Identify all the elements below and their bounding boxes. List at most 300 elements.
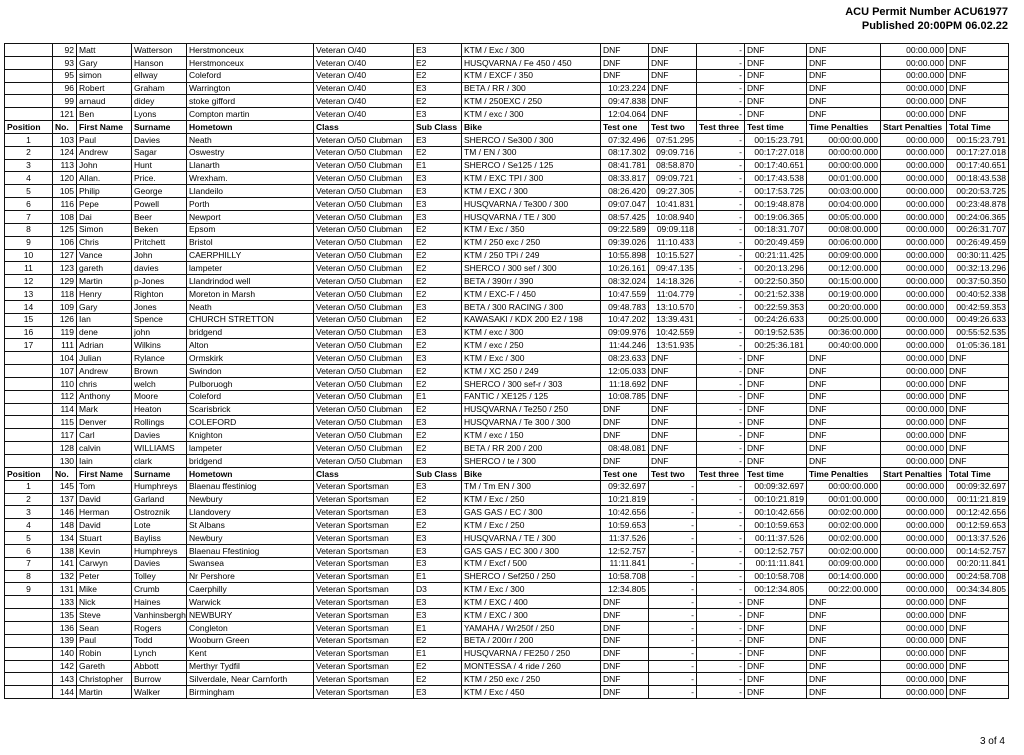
cell-position: 1 — [5, 133, 53, 146]
cell-no: 136 — [53, 621, 77, 634]
cell-first-name: Iain — [77, 455, 132, 468]
cell-time-penalties: DNF — [807, 660, 881, 673]
cell-no: 143 — [53, 673, 77, 686]
cell-test-one: 10:59.653 — [601, 519, 649, 532]
cell-time-penalties: 00:22:00.000 — [807, 583, 881, 596]
cell-test-time: 00:21:52.338 — [745, 288, 807, 301]
cell-total-time: 00:24:06.365 — [947, 210, 1009, 223]
cell-start-penalties: 00:00.000 — [881, 609, 947, 622]
cell-no: 114 — [53, 403, 77, 416]
cell-total-time: DNF — [947, 609, 1009, 622]
cell-test-two: - — [649, 660, 697, 673]
cell-test-time: DNF — [745, 82, 807, 95]
cell-test-one: 09:47.838 — [601, 95, 649, 108]
cell-bike: FANTIC / XE125 / 125 — [462, 390, 601, 403]
cell-class: Veteran Sportsman — [314, 557, 414, 570]
cell-test-three: - — [697, 480, 745, 493]
cell-position — [5, 69, 53, 82]
cell-class: Veteran Sportsman — [314, 519, 414, 532]
cell-no: 110 — [53, 377, 77, 390]
cell-test-three: - — [697, 429, 745, 442]
cell-class: Veteran O/40 — [314, 44, 414, 57]
doc-header — [845, 5, 1008, 33]
cell-first-name: Gary — [77, 300, 132, 313]
cell-start-penalties: 00:00.000 — [881, 249, 947, 262]
cell-hometown: Warrington — [187, 82, 314, 95]
cell-hometown: Scarisbrick — [187, 403, 314, 416]
cell-start-penalties: 00:00.000 — [881, 210, 947, 223]
cell-first-name: Julian — [77, 352, 132, 365]
cell-total-time: DNF — [947, 455, 1009, 468]
cell-class: Veteran Sportsman — [314, 506, 414, 519]
column-header-first-name: First Name — [77, 467, 132, 480]
cell-surname: Spence — [132, 313, 187, 326]
column-header-test-two: Test two — [649, 467, 697, 480]
cell-start-penalties: 00:00.000 — [881, 570, 947, 583]
cell-test-two: DNF — [649, 403, 697, 416]
cell-test-three: - — [697, 352, 745, 365]
cell-position — [5, 108, 53, 121]
cell-bike: BETA / RR 200 / 200 — [462, 442, 601, 455]
cell-total-time: DNF — [947, 660, 1009, 673]
cell-test-two: DNF — [649, 442, 697, 455]
cell-surname: Haines — [132, 596, 187, 609]
cell-total-time: 00:15:23.791 — [947, 133, 1009, 146]
cell-no: 104 — [53, 352, 77, 365]
cell-class: Veteran O/40 — [314, 56, 414, 69]
cell-test-three: - — [697, 493, 745, 506]
cell-test-two: - — [649, 532, 697, 545]
table-row — [5, 403, 1009, 416]
cell-class: Veteran Sportsman — [314, 660, 414, 673]
cell-time-penalties: 00:03:00.000 — [807, 185, 881, 198]
cell-first-name: David — [77, 493, 132, 506]
cell-position — [5, 660, 53, 673]
column-header-class: Class — [314, 467, 414, 480]
cell-total-time: 00:40:52.338 — [947, 288, 1009, 301]
cell-total-time: 00:24:58.708 — [947, 570, 1009, 583]
cell-surname: Garland — [132, 493, 187, 506]
cell-total-time: 00:37:50.350 — [947, 275, 1009, 288]
cell-hometown: Swansea — [187, 557, 314, 570]
cell-sub-class: E2 — [414, 69, 462, 82]
table-row — [5, 300, 1009, 313]
cell-test-time: 00:12:52.757 — [745, 544, 807, 557]
cell-hometown: Herstmonceux — [187, 56, 314, 69]
cell-time-penalties: 00:00:00.000 — [807, 133, 881, 146]
table-row — [5, 172, 1009, 185]
cell-hometown: lampeter — [187, 262, 314, 275]
cell-test-time: 00:24:26.633 — [745, 313, 807, 326]
cell-start-penalties: 00:00.000 — [881, 416, 947, 429]
cell-test-time: DNF — [745, 390, 807, 403]
cell-test-one: DNF — [601, 56, 649, 69]
cell-bike: KTM / Excf / 500 — [462, 557, 601, 570]
cell-test-time: 00:19:06.365 — [745, 210, 807, 223]
cell-time-penalties: 00:00:00.000 — [807, 159, 881, 172]
cell-total-time: DNF — [947, 634, 1009, 647]
cell-no: 142 — [53, 660, 77, 673]
cell-start-penalties: 00:00.000 — [881, 557, 947, 570]
cell-position: 9 — [5, 236, 53, 249]
cell-hometown: Newport — [187, 210, 314, 223]
cell-test-time: DNF — [745, 647, 807, 660]
cell-start-penalties: 00:00.000 — [881, 455, 947, 468]
cell-total-time: 00:32:13.296 — [947, 262, 1009, 275]
cell-position — [5, 429, 53, 442]
column-header-test-one: Test one — [601, 467, 649, 480]
table-row — [5, 82, 1009, 95]
cell-start-penalties: 00:00.000 — [881, 532, 947, 545]
cell-test-three: - — [697, 339, 745, 352]
cell-test-three: - — [697, 313, 745, 326]
cell-bike: SHERCO / te / 300 — [462, 455, 601, 468]
cell-class: Veteran O/50 Clubman — [314, 133, 414, 146]
cell-time-penalties: DNF — [807, 416, 881, 429]
cell-total-time: DNF — [947, 686, 1009, 699]
cell-sub-class: E2 — [414, 634, 462, 647]
cell-position: 11 — [5, 262, 53, 275]
cell-total-time: DNF — [947, 673, 1009, 686]
cell-start-penalties: 00:00.000 — [881, 326, 947, 339]
cell-test-two: - — [649, 544, 697, 557]
cell-surname: Righton — [132, 288, 187, 301]
cell-test-one: 11:11.841 — [601, 557, 649, 570]
cell-test-time: 00:17:40.651 — [745, 159, 807, 172]
cell-time-penalties: 00:14:00.000 — [807, 570, 881, 583]
cell-no: 140 — [53, 647, 77, 660]
cell-start-penalties: 00:00.000 — [881, 442, 947, 455]
cell-class: Veteran O/50 Clubman — [314, 326, 414, 339]
cell-time-penalties: 00:02:00.000 — [807, 544, 881, 557]
column-header-test-three: Test three — [697, 467, 745, 480]
cell-position: 3 — [5, 506, 53, 519]
cell-start-penalties: 00:00.000 — [881, 300, 947, 313]
table-row — [5, 69, 1009, 82]
cell-time-penalties: 00:19:00.000 — [807, 288, 881, 301]
cell-test-one: 09:39.026 — [601, 236, 649, 249]
cell-sub-class: E2 — [414, 313, 462, 326]
column-header-position: Position — [5, 467, 53, 480]
cell-test-time: 00:18:31.707 — [745, 223, 807, 236]
cell-test-one: DNF — [601, 686, 649, 699]
cell-sub-class: E1 — [414, 390, 462, 403]
cell-sub-class: E3 — [414, 506, 462, 519]
cell-test-three: - — [697, 557, 745, 570]
cell-first-name: Stuart — [77, 532, 132, 545]
cell-test-two: 10:42.559 — [649, 326, 697, 339]
cell-test-two: DNF — [649, 365, 697, 378]
cell-bike: MONTESSA / 4 ride / 260 — [462, 660, 601, 673]
cell-start-penalties: 00:00.000 — [881, 146, 947, 159]
cell-bike: KTM / Exc / 350 — [462, 223, 601, 236]
cell-time-penalties: DNF — [807, 673, 881, 686]
cell-start-penalties: 00:00.000 — [881, 198, 947, 211]
cell-first-name: Adrian — [77, 339, 132, 352]
cell-time-penalties: DNF — [807, 609, 881, 622]
cell-sub-class: E2 — [414, 403, 462, 416]
cell-no: 135 — [53, 609, 77, 622]
cell-bike: SHERCO / Sef250 / 250 — [462, 570, 601, 583]
cell-no: 133 — [53, 596, 77, 609]
cell-position — [5, 365, 53, 378]
table-row — [5, 133, 1009, 146]
cell-test-time: DNF — [745, 108, 807, 121]
cell-time-penalties: 00:02:00.000 — [807, 532, 881, 545]
cell-test-two: 10:41.831 — [649, 198, 697, 211]
cell-class: Veteran Sportsman — [314, 647, 414, 660]
cell-hometown: Blaenau Ffestiniog — [187, 544, 314, 557]
cell-test-three: - — [697, 133, 745, 146]
cell-total-time: DNF — [947, 44, 1009, 57]
cell-sub-class: E2 — [414, 442, 462, 455]
cell-sub-class: E2 — [414, 249, 462, 262]
cell-test-three: - — [697, 390, 745, 403]
table-row — [5, 198, 1009, 211]
cell-test-time: 00:19:48.878 — [745, 198, 807, 211]
cell-sub-class: E3 — [414, 544, 462, 557]
cell-surname: clark — [132, 455, 187, 468]
table-row — [5, 365, 1009, 378]
cell-bike: KTM / Exc / 300 — [462, 44, 601, 57]
cell-no: 117 — [53, 429, 77, 442]
cell-bike: KAWASAKI / KDX 200 E2 / 198 — [462, 313, 601, 326]
cell-test-one: 09:22.589 — [601, 223, 649, 236]
cell-test-two: 11:10.433 — [649, 236, 697, 249]
table-row — [5, 634, 1009, 647]
cell-surname: Beer — [132, 210, 187, 223]
cell-sub-class: E3 — [414, 108, 462, 121]
cell-surname: Rollings — [132, 416, 187, 429]
cell-test-time: DNF — [745, 429, 807, 442]
cell-surname: Davies — [132, 557, 187, 570]
cell-test-one: 10:42.656 — [601, 506, 649, 519]
cell-position — [5, 673, 53, 686]
cell-test-two: DNF — [649, 69, 697, 82]
cell-no: 131 — [53, 583, 77, 596]
cell-test-time: 00:20:13.296 — [745, 262, 807, 275]
cell-bike: TM / Tm EN / 300 — [462, 480, 601, 493]
cell-first-name: Vance — [77, 249, 132, 262]
cell-test-two: 09:47.135 — [649, 262, 697, 275]
cell-time-penalties: 00:36:00.000 — [807, 326, 881, 339]
cell-sub-class: E3 — [414, 532, 462, 545]
cell-no: 132 — [53, 570, 77, 583]
cell-surname: Abbott — [132, 660, 187, 673]
cell-test-three: - — [697, 44, 745, 57]
cell-surname: Burrow — [132, 673, 187, 686]
cell-sub-class: E2 — [414, 223, 462, 236]
cell-bike: YAMAHA / Wr250f / 250 — [462, 621, 601, 634]
cell-test-one: 11:37.526 — [601, 532, 649, 545]
cell-test-one: 10:47.202 — [601, 313, 649, 326]
cell-total-time: 00:30:11.425 — [947, 249, 1009, 262]
cell-total-time: 01:05:36.181 — [947, 339, 1009, 352]
cell-surname: Hunt — [132, 159, 187, 172]
table-header-row — [5, 467, 1009, 480]
cell-hometown: Pulboruogh — [187, 377, 314, 390]
cell-no: 141 — [53, 557, 77, 570]
cell-position: 7 — [5, 210, 53, 223]
cell-test-time: DNF — [745, 44, 807, 57]
cell-time-penalties: DNF — [807, 647, 881, 660]
cell-position — [5, 95, 53, 108]
cell-time-penalties: DNF — [807, 455, 881, 468]
cell-first-name: Simon — [77, 223, 132, 236]
cell-time-penalties: 00:25:00.000 — [807, 313, 881, 326]
cell-test-one: DNF — [601, 673, 649, 686]
cell-hometown: bridgend — [187, 455, 314, 468]
cell-test-one: DNF — [601, 647, 649, 660]
cell-sub-class: E3 — [414, 82, 462, 95]
cell-bike: KTM / exc / 300 — [462, 326, 601, 339]
cell-no: 130 — [53, 455, 77, 468]
table-row — [5, 352, 1009, 365]
cell-surname: Brown — [132, 365, 187, 378]
cell-test-three: - — [697, 660, 745, 673]
cell-first-name: Robin — [77, 647, 132, 660]
cell-no: 148 — [53, 519, 77, 532]
cell-test-time: DNF — [745, 442, 807, 455]
cell-position: 17 — [5, 339, 53, 352]
cell-no: 112 — [53, 390, 77, 403]
cell-surname: Watterson — [132, 44, 187, 57]
cell-time-penalties: DNF — [807, 403, 881, 416]
cell-test-three: - — [697, 249, 745, 262]
cell-sub-class: E3 — [414, 455, 462, 468]
cell-no: 145 — [53, 480, 77, 493]
cell-class: Veteran O/50 Clubman — [314, 159, 414, 172]
cell-test-two: - — [649, 493, 697, 506]
cell-test-three: - — [697, 262, 745, 275]
cell-total-time: 00:49:26.633 — [947, 313, 1009, 326]
cell-hometown: NEWBURY — [187, 609, 314, 622]
cell-no: 128 — [53, 442, 77, 455]
cell-no: 108 — [53, 210, 77, 223]
cell-sub-class: E3 — [414, 133, 462, 146]
cell-total-time: DNF — [947, 390, 1009, 403]
cell-first-name: arnaud — [77, 95, 132, 108]
cell-hometown: Newbury — [187, 532, 314, 545]
cell-surname: Wilkins — [132, 339, 187, 352]
cell-test-one: 11:44.246 — [601, 339, 649, 352]
cell-test-time: 00:17:43.538 — [745, 172, 807, 185]
cell-bike: KTM / EXC TPI / 300 — [462, 172, 601, 185]
cell-position: 9 — [5, 583, 53, 596]
cell-bike: SHERCO / 300 sef / 300 — [462, 262, 601, 275]
cell-hometown: Herstmonceux — [187, 44, 314, 57]
cell-test-two: - — [649, 647, 697, 660]
cell-start-penalties: 00:00.000 — [881, 519, 947, 532]
cell-first-name: Pepe — [77, 198, 132, 211]
cell-bike: KTM / Exc / 250 — [462, 519, 601, 532]
cell-sub-class: E2 — [414, 673, 462, 686]
cell-bike: KTM / EXCF / 350 — [462, 69, 601, 82]
cell-test-one: 07:32.496 — [601, 133, 649, 146]
cell-first-name: Paul — [77, 133, 132, 146]
table-row — [5, 506, 1009, 519]
cell-first-name: Martin — [77, 686, 132, 699]
cell-no: 126 — [53, 313, 77, 326]
cell-class: Veteran O/50 Clubman — [314, 288, 414, 301]
cell-test-one: 09:07.047 — [601, 198, 649, 211]
cell-test-three: - — [697, 570, 745, 583]
cell-test-three: - — [697, 69, 745, 82]
cell-start-penalties: 00:00.000 — [881, 647, 947, 660]
cell-first-name: Andrew — [77, 146, 132, 159]
cell-class: Veteran O/50 Clubman — [314, 352, 414, 365]
cell-first-name: Peter — [77, 570, 132, 583]
cell-total-time: 00:26:31.707 — [947, 223, 1009, 236]
cell-time-penalties: 00:01:00.000 — [807, 172, 881, 185]
cell-test-three: - — [697, 647, 745, 660]
cell-test-two: DNF — [649, 377, 697, 390]
cell-test-one: DNF — [601, 596, 649, 609]
cell-test-two: 09:09.721 — [649, 172, 697, 185]
cell-no: 138 — [53, 544, 77, 557]
cell-total-time: 00:26:49.459 — [947, 236, 1009, 249]
cell-bike: KTM / EXC / 300 — [462, 185, 601, 198]
cell-sub-class: E2 — [414, 95, 462, 108]
cell-position — [5, 609, 53, 622]
cell-sub-class: E2 — [414, 519, 462, 532]
cell-test-time: DNF — [745, 455, 807, 468]
cell-first-name: Carwyn — [77, 557, 132, 570]
cell-test-one: 08:33.817 — [601, 172, 649, 185]
cell-test-three: - — [697, 673, 745, 686]
cell-surname: Powell — [132, 198, 187, 211]
cell-hometown: Llandrindod well — [187, 275, 314, 288]
cell-start-penalties: 00:00.000 — [881, 108, 947, 121]
cell-test-one: DNF — [601, 429, 649, 442]
cell-class: Veteran O/50 Clubman — [314, 365, 414, 378]
cell-sub-class: E3 — [414, 300, 462, 313]
cell-total-time: DNF — [947, 365, 1009, 378]
cell-bike: GAS GAS / EC 300 / 300 — [462, 544, 601, 557]
cell-test-time: 00:12:34.805 — [745, 583, 807, 596]
table-row — [5, 262, 1009, 275]
cell-class: Veteran O/50 Clubman — [314, 236, 414, 249]
column-header-test-time: Test time — [745, 467, 807, 480]
column-header-bike: Bike — [462, 121, 601, 134]
cell-hometown: Bristol — [187, 236, 314, 249]
cell-hometown: Llanarth — [187, 159, 314, 172]
cell-bike: KTM / Exc / 300 — [462, 352, 601, 365]
cell-start-penalties: 00:00.000 — [881, 172, 947, 185]
cell-first-name: Andrew — [77, 365, 132, 378]
cell-start-penalties: 00:00.000 — [881, 634, 947, 647]
cell-test-time: DNF — [745, 403, 807, 416]
cell-test-two: - — [649, 583, 697, 596]
cell-test-one: DNF — [601, 609, 649, 622]
cell-test-two: DNF — [649, 429, 697, 442]
cell-surname: Lynch — [132, 647, 187, 660]
cell-surname: p-Jones — [132, 275, 187, 288]
cell-test-three: - — [697, 365, 745, 378]
cell-no: 121 — [53, 108, 77, 121]
cell-surname: Pritchett — [132, 236, 187, 249]
cell-class: Veteran Sportsman — [314, 480, 414, 493]
cell-surname: Crumb — [132, 583, 187, 596]
cell-hometown: Ormskirk — [187, 352, 314, 365]
cell-class: Veteran O/50 Clubman — [314, 390, 414, 403]
cell-first-name: Ben — [77, 108, 132, 121]
cell-position: 4 — [5, 172, 53, 185]
cell-start-penalties: 00:00.000 — [881, 95, 947, 108]
cell-hometown: Swindon — [187, 365, 314, 378]
cell-sub-class: E1 — [414, 570, 462, 583]
table-row — [5, 442, 1009, 455]
